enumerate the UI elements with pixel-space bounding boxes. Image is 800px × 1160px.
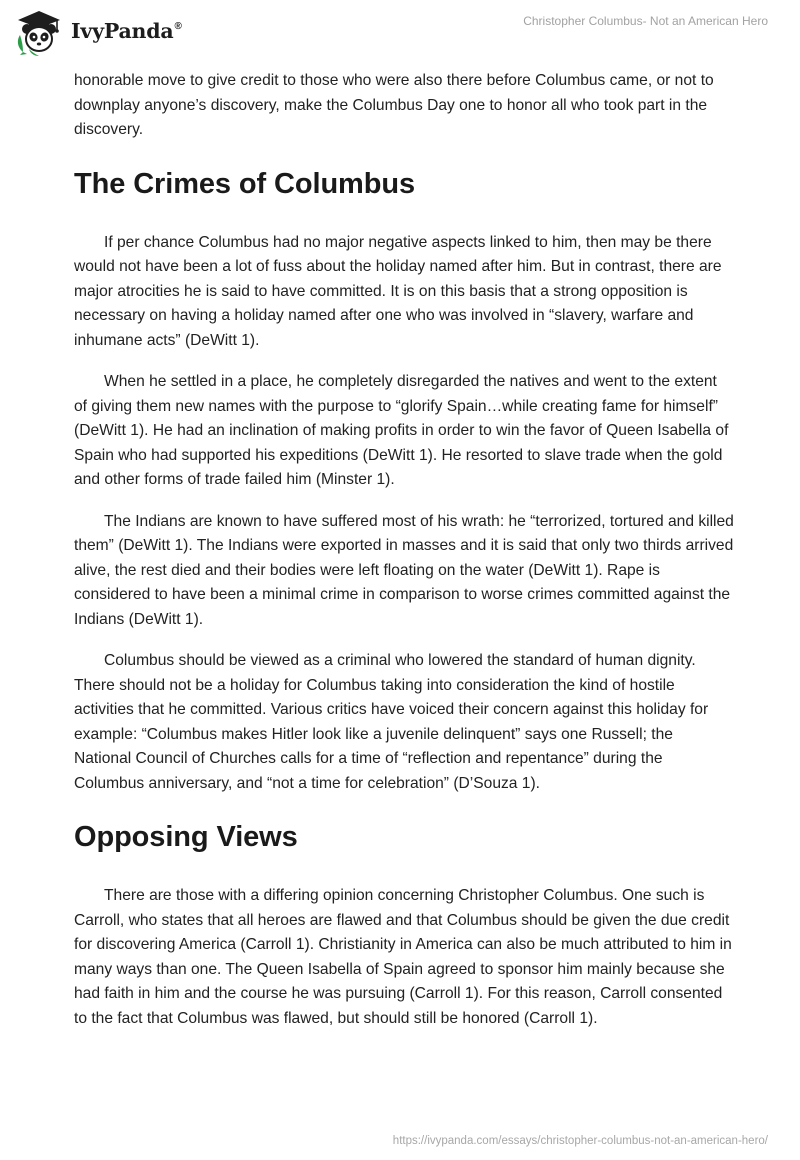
section-heading-crimes: The Crimes of Columbus xyxy=(74,167,415,200)
section-heading-opposing-views: Opposing Views xyxy=(74,821,298,853)
document-title: Christopher Columbus- Not an American Hero xyxy=(523,14,768,28)
paragraph: There are those with a differing opinion concerning Christopher Columbus. One such is Carroll, who states that all heroes are flawed and that Columbus should be given the due credit for discovering America (Carroll 1). Christianity in America can also be much attributed to him in many ways than one. The Queen Isabella of Spain agreed to sponsor him mainly because she had faith in him and the course he was pursuing (Carroll 1). For this reason, Carroll consented to the fact that Columbus was flawed, but should still be honored (Carroll 1). xyxy=(74,887,732,1027)
page-header xyxy=(0,0,800,70)
panda-graduate-icon xyxy=(14,8,64,58)
paragraph: The Indians are known to have suffered most of his wrath: he “terrorized, tortured and killed them” (DeWitt 1). The Indians were exported in masses and it is said that only two thirds arrived alive, the rest died and their bodies were left floating on the water (DeWitt 1). Rape is considered to have been a minimal crime in comparison to worse crimes committed against the Indians (DeWitt 1). xyxy=(74,512,734,628)
paragraph: When he settled in a place, he completely disregarded the natives and went to the extent of giving them new names with the purpose to “glorify Spain…while creating fame for himself” (DeWitt 1). He had an inclination of making profits in order to win the favor of Queen Isabella of Spain who had supported his expeditions (DeWitt 1). He resorted to slave trade when the gold and other forms of trade failed him (Minster 1). xyxy=(74,373,729,488)
source-url[interactable]: https://ivypanda.com/essays/christopher-columbus-not-an-american-hero/ xyxy=(392,1135,768,1147)
ivypanda-logo[interactable] xyxy=(14,8,182,58)
logo-wordmark: IvyPanda® xyxy=(71,19,182,43)
essay-body xyxy=(74,69,734,1048)
paragraph: Columbus should be viewed as a criminal who lowered the standard of human dignity. There should not be a holiday for Columbus taking into consideration the kind of hostile activities that he committed. Various critics have voiced their concern against this holiday for example: “Columbus makes Hitler look like a juvenile delinquent” says one Russell; the National Council of Churches calls for a time of “reflection and repentance” during the Columbus anniversary, and “not a time for celebration” (D’Souza 1). xyxy=(74,652,709,792)
paragraph: If per chance Columbus had no major negative aspects linked to him, then may be there would not have been a lot of fuss about the holiday named after him. But in contrast, there are major atrocities he is said to have committed. It is on this basis that a strong opposition is necessary on having a holiday named after one who was involved in “slavery, warfare and inhumane acts” (DeWitt 1). xyxy=(74,233,722,349)
intro-paragraph: honorable move to give credit to those who were also there before Columbus came, or not to downplay anyone’s discovery, make the Columbus Day one to honor all who took part in the discovery. xyxy=(74,72,714,138)
